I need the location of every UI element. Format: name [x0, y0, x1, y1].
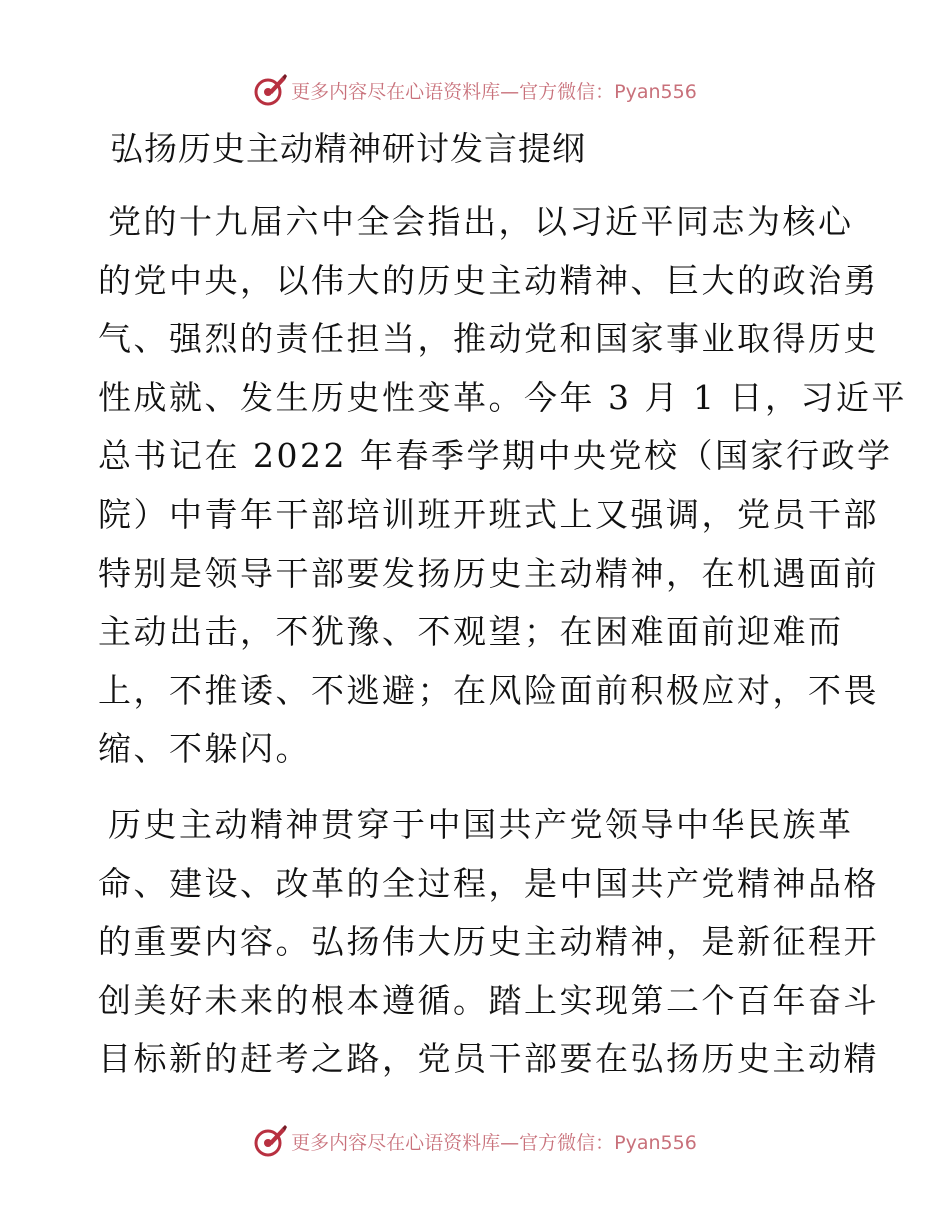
paragraph-line: 的党中央，以伟大的历史主动精神、巨大的政治勇: [98, 260, 879, 300]
paragraph-line: 上，不推诿、不逃避；在风险面前积极应对，不畏: [98, 670, 879, 710]
pen-logo-icon: [253, 1124, 287, 1158]
paragraph-line: 目标新的赶考之路，党员干部要在弘扬历史主动精: [98, 1039, 879, 1079]
document-title: 弘扬历史主动精神研讨发言提纲: [110, 129, 586, 168]
paragraph-line: 历史主动精神贯穿于中国共产党领导中华民族革: [108, 805, 854, 844]
watermark-banner-top: [0, 70, 950, 110]
paragraph-line: 创美好未来的根本遵循。踏上实现第二个百年奋斗: [98, 980, 879, 1020]
paragraph-line: 性成就、发生历史性变革。今年 3 月 1 日，习近平: [98, 377, 907, 417]
paragraph-line: 缩、不躲闪。: [98, 729, 311, 769]
paragraph-line: 命、建设、改革的全过程，是中国共产党精神品格: [98, 863, 879, 903]
paragraph-line: 党的十九届六中全会指出，以习近平同志为核心: [108, 202, 854, 241]
watermark-banner-bottom: [0, 1121, 950, 1161]
paragraph-line: 气、强烈的责任担当，推动党和国家事业取得历史: [98, 319, 879, 359]
paragraph-line: 的重要内容。弘扬伟大历史主动精神，是新征程开: [98, 922, 879, 962]
paragraph-2: [98, 796, 879, 1089]
watermark-text-top: 更多内容尽在心语资料库—官方微信：Pyan556: [291, 80, 697, 103]
paragraph-line: 特别是领导干部要发扬历史主动精神，在机遇面前: [98, 553, 879, 593]
watermark-text-bottom: 更多内容尽在心语资料库—官方微信：Pyan556: [291, 1131, 697, 1154]
paragraph-line: 主动出击，不犹豫、不观望；在困难面前迎难而: [98, 612, 844, 652]
pen-logo-icon: [253, 73, 287, 107]
paragraph-line: 院）中青年干部培训班开班式上又强调，党员干部: [98, 494, 879, 534]
paragraph-1: [98, 193, 907, 779]
paragraph-line: 总书记在 2022 年春季学期中央党校（国家行政学: [98, 436, 893, 476]
